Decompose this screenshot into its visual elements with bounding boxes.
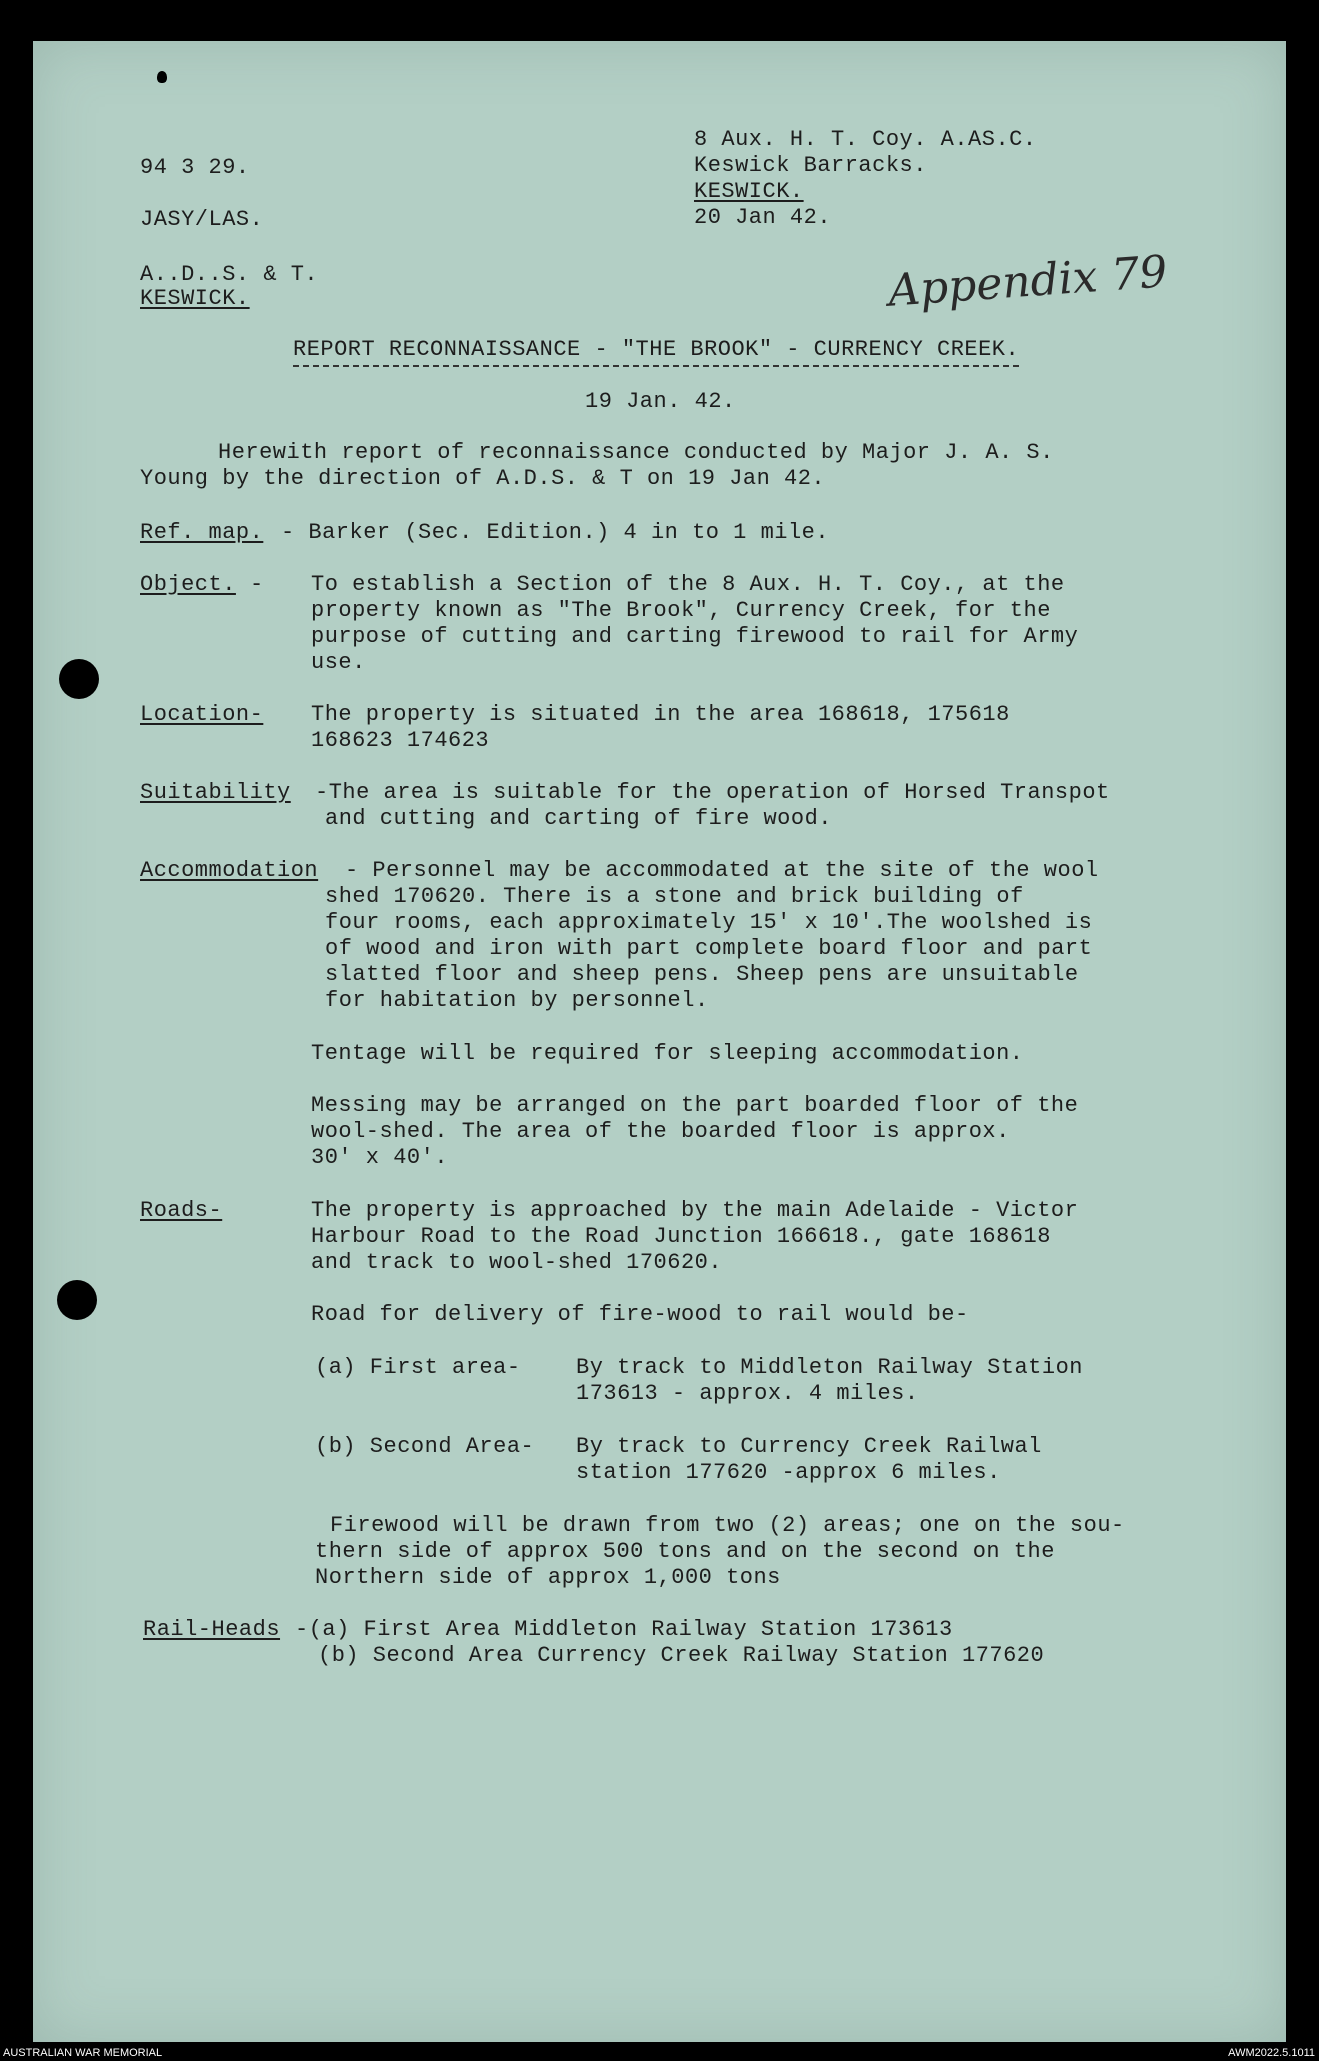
rail-head-a: -(a) First Area Middleton Railway Station 173613: [295, 1617, 953, 1642]
file-reference: 94 3 29.: [140, 155, 250, 180]
footer-accession-number: AWM2022.5.1011: [1228, 2047, 1315, 2059]
accommodation-line-3: four rooms, each approximately 15' x 10'.The woolshed is: [325, 910, 1093, 935]
object-line-2: property known as "The Brook", Currency Creek, for the: [311, 598, 1051, 623]
firewood-line-3: Northern side of approx 1,000 tons: [315, 1565, 781, 1590]
suitability-line-2: and cutting and carting of fire wood.: [325, 806, 832, 831]
roads-label: Roads-: [140, 1198, 223, 1223]
accommodation-label: Accommodation: [140, 858, 319, 883]
roads-line-1: The property is approached by the main Adelaide - Victor: [311, 1198, 1079, 1223]
route-b-line-2: station 177620 -approx 6 miles.: [576, 1460, 1001, 1485]
object-line-3: purpose of cutting and carting firewood to rail for Army: [311, 624, 1079, 649]
object-line-1: To establish a Section of the 8 Aux. H. T. Coy., at the: [311, 572, 1065, 597]
route-a-line-2: 173613 - approx. 4 miles.: [576, 1381, 919, 1406]
report-title: REPORT RECONNAISSANCE - "THE BROOK" - CURRENCY CREEK.: [293, 337, 1019, 367]
route-b-line-1: By track to Currency Creek Railwal: [576, 1434, 1042, 1459]
location-label: Location-: [140, 702, 264, 727]
place-name: KESWICK.: [694, 179, 804, 204]
accommodation-line-1: - Personnel may be accommodated at the site of the wool: [345, 858, 1099, 883]
route-b-heading: (b) Second Area-: [315, 1434, 535, 1459]
suitability-label: Suitability: [140, 780, 291, 805]
messing-line-2: wool-shed. The area of the boarded floor is approx.: [311, 1119, 1010, 1144]
addressee-line-2: KESWICK.: [140, 286, 250, 311]
object-label: Object.: [140, 572, 236, 597]
location-line-1: The property is situated in the area 168618, 175618: [311, 702, 1010, 727]
messing-line-1: Messing may be arranged on the part boarded floor of the: [311, 1093, 1079, 1118]
punch-hole-top: [59, 659, 99, 699]
punch-hole-bottom: [57, 1280, 97, 1320]
report-date: 19 Jan. 42.: [585, 389, 736, 414]
handwritten-appendix-note: Appendix 79: [886, 246, 1169, 317]
unit-name: 8 Aux. H. T. Coy. A.AS.C.: [694, 127, 1037, 152]
ref-map-label: Ref. map.: [140, 520, 264, 545]
object-label-separator: -: [250, 572, 264, 597]
reference-initials: JASY/LAS.: [140, 207, 264, 232]
barracks-name: Keswick Barracks.: [694, 153, 927, 178]
suitability-line-1: -The area is suitable for the operation of Horsed Transpot: [315, 780, 1110, 805]
roads-line-3: and track to wool-shed 170620.: [311, 1250, 723, 1275]
letter-date: 20 Jan 42.: [694, 205, 832, 230]
rail-head-b: (b) Second Area Currency Creek Railway Station 177620: [318, 1643, 1045, 1668]
route-a-heading: (a) First area-: [315, 1355, 521, 1380]
addressee-line-1: A..D..S. & T.: [140, 262, 319, 287]
accommodation-line-2: shed 170620. There is a stone and brick building of: [325, 884, 1024, 909]
route-a-line-1: By track to Middleton Railway Station: [576, 1355, 1083, 1380]
delivery-text: Road for delivery of fire-wood to rail would be-: [311, 1302, 969, 1327]
pin-mark: [157, 71, 167, 83]
object-line-4: use.: [311, 650, 366, 675]
rail-heads-label: Rail-Heads: [143, 1617, 281, 1642]
accommodation-line-6: for habitation by personnel.: [325, 988, 709, 1013]
accommodation-line-4: of wood and iron with part complete board floor and part: [325, 936, 1093, 961]
accommodation-line-5: slatted floor and sheep pens. Sheep pens are unsuitable: [325, 962, 1079, 987]
messing-line-3: 30' x 40'.: [311, 1145, 449, 1170]
location-line-2: 168623 174623: [311, 728, 490, 753]
firewood-line-1: Firewood will be drawn from two (2) areas; one on the sou-: [330, 1513, 1125, 1538]
ref-map-text: - Barker (Sec. Edition.) 4 in to 1 mile.: [281, 520, 830, 545]
firewood-line-2: thern side of approx 500 tons and on the second on the: [315, 1539, 1055, 1564]
footer-institution: AUSTRALIAN WAR MEMORIAL: [3, 2047, 163, 2059]
intro-line-1: Herewith report of reconnaissance conducted by Major J. A. S.: [218, 440, 1054, 465]
intro-line-2: Young by the direction of A.D.S. & T on 19 Jan 42.: [140, 466, 826, 491]
roads-line-2: Harbour Road to the Road Junction 166618., gate 168618: [311, 1224, 1051, 1249]
tentage-text: Tentage will be required for sleeping accommodation.: [311, 1041, 1024, 1066]
